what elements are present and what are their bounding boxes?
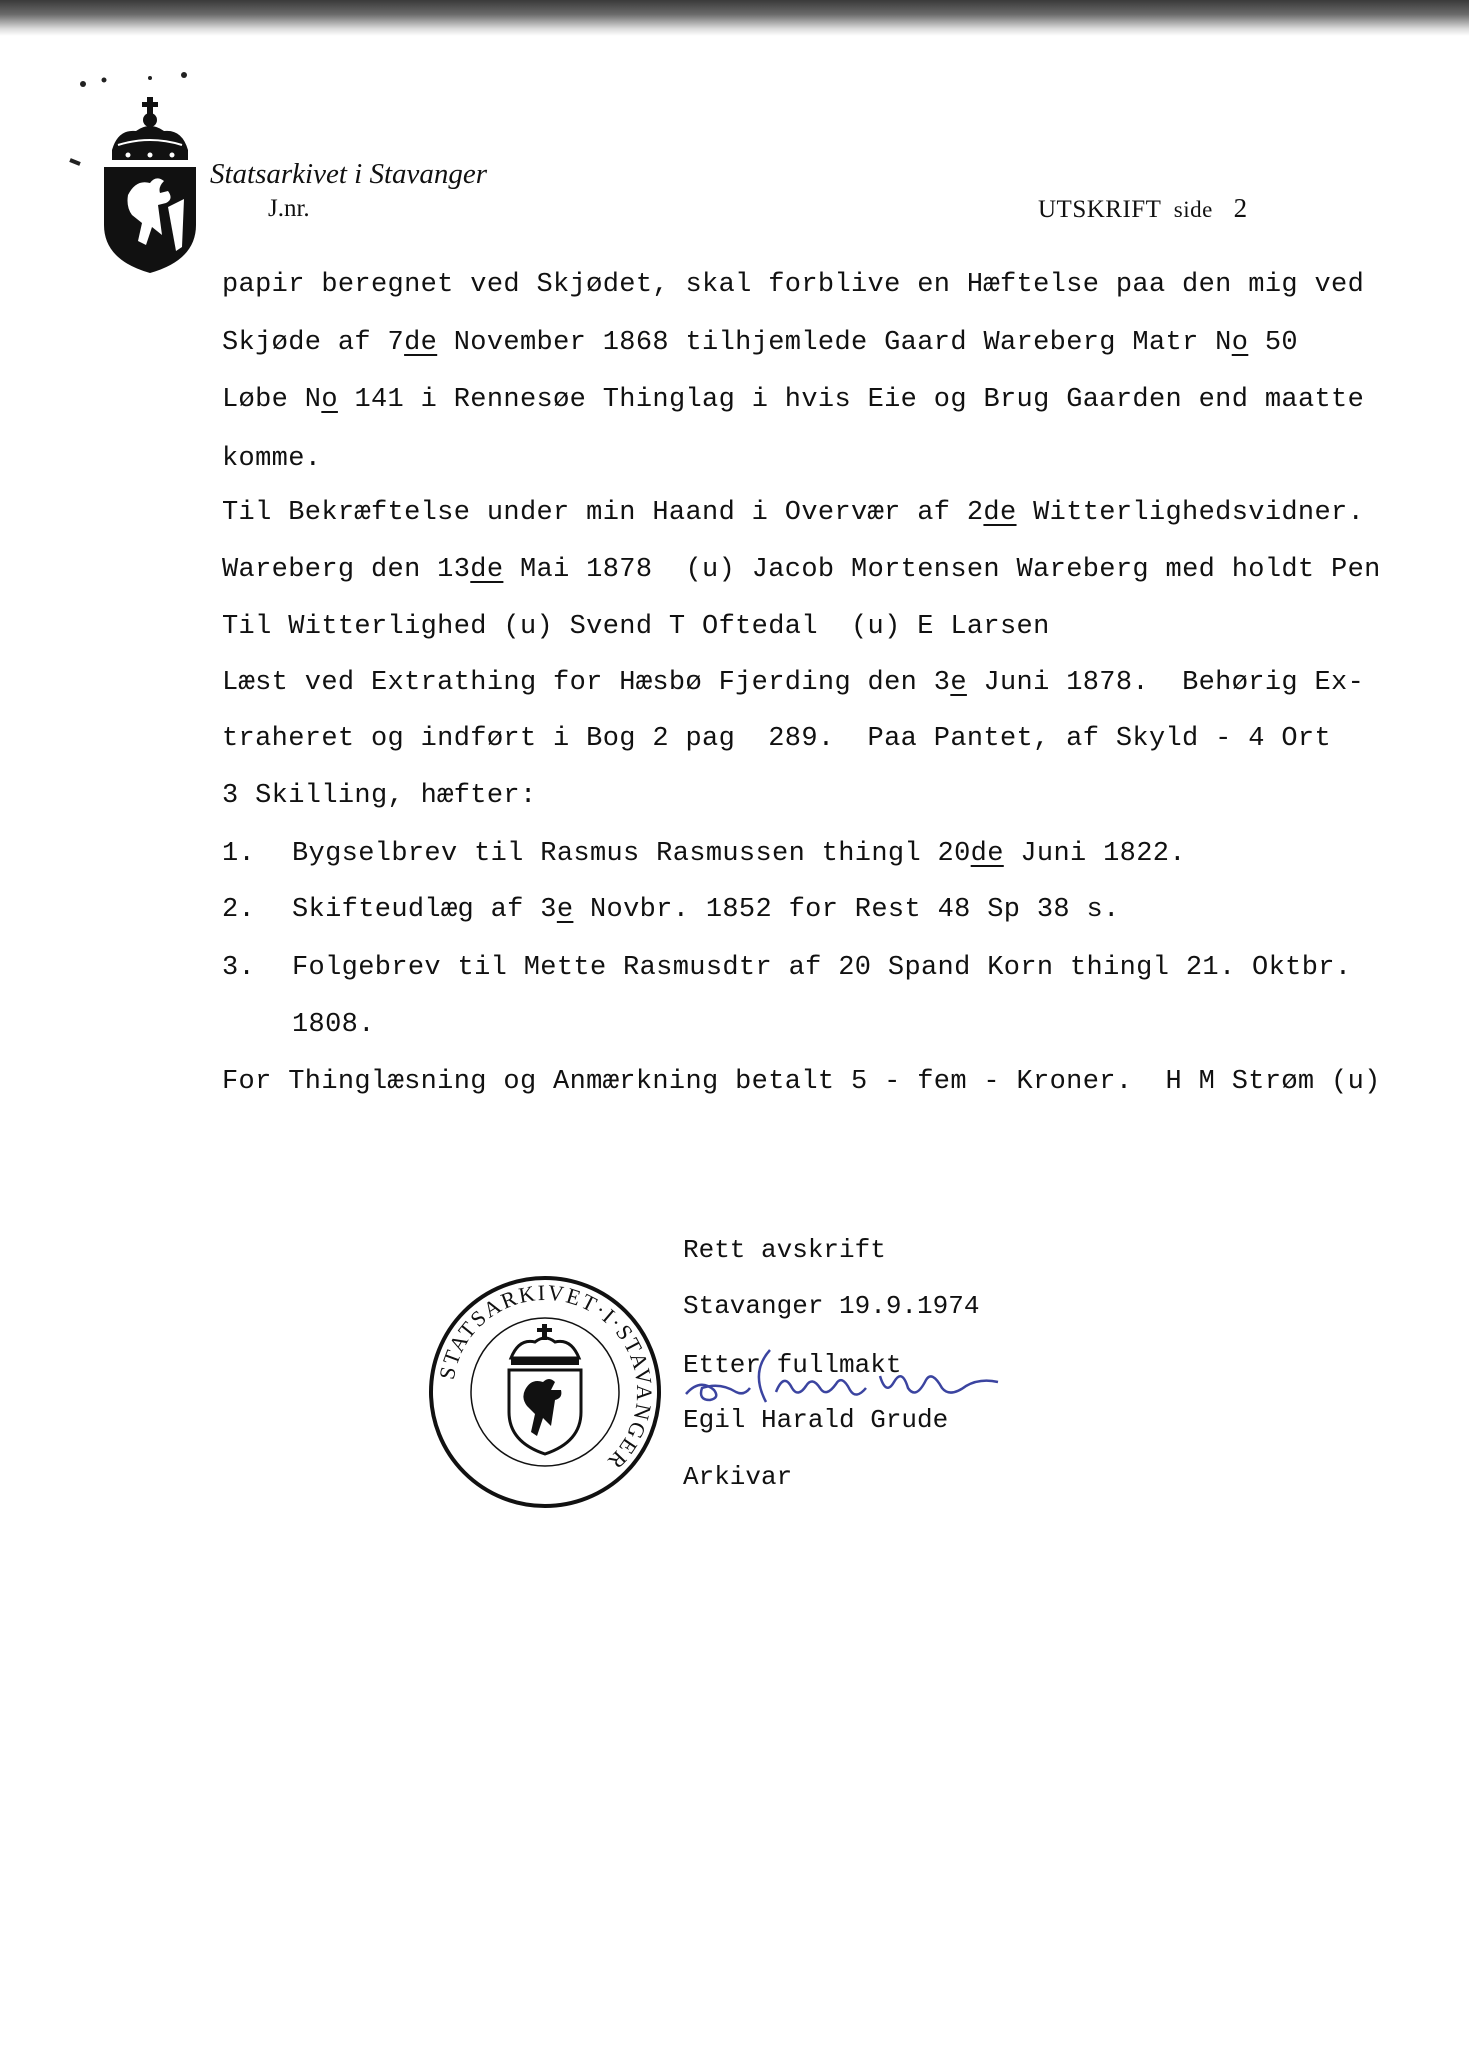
encumbrance-item: 3. Folgebrev til Mette Rasmusdtr af 20 Spand Korn thingl 21. Oktbr. — [222, 953, 1352, 983]
copy-page-header — [1038, 193, 1248, 224]
body-line: komme. — [222, 444, 322, 474]
archive-seal-stamp — [425, 1272, 665, 1512]
scan-top-border — [0, 0, 1469, 36]
body-line: Læst ved Extrathing for Hæsbø Fjerding den 3e Juni 1878. Behørig Ex- — [222, 668, 1365, 698]
body-line: Wareberg den 13de Mai 1878 (u) Jacob Mortensen Wareberg med holdt Pen — [222, 555, 1381, 585]
item-number: 3. — [222, 953, 256, 983]
body-line: Til Bekræftelse under min Haand i Overvær af 2de Witterlighedsvidner. — [222, 498, 1365, 528]
copy-label: UTSKRIFT — [1038, 196, 1162, 223]
body-line: Til Witterlighed (u) Svend T Oftedal (u) E Larsen — [222, 612, 1050, 642]
certifier-role: Arkivar — [683, 1462, 793, 1492]
encumbrance-item: 1. Bygselbrev til Rasmus Rasmussen thingl 20de Juni 1822. — [222, 839, 1186, 869]
body-line: Skjøde af 7de November 1868 tilhjemlede Gaard Wareberg Matr No 50 — [222, 328, 1298, 358]
side-label: side — [1173, 197, 1213, 222]
closing-line: For Thinglæsning og Anmærkning betalt 5 - fem - Kroner. H M Strøm (u) — [222, 1067, 1381, 1097]
journal-number-label: J.nr. — [268, 195, 310, 222]
certification-place-date: Stavanger 19.9.1974 — [683, 1291, 980, 1321]
body-line: traheret og indført i Bog 2 pag 289. Paa Pantet, af Skyld - 4 Ort — [222, 724, 1332, 754]
certification-title: Rett avskrift — [683, 1235, 886, 1265]
item-continuation: 1808. — [292, 1010, 375, 1040]
encumbrance-item: 2. Skifteudlæg af 3e Novbr. 1852 for Rest 48 Sp 38 s. — [222, 895, 1120, 925]
item-number: 1. — [222, 839, 256, 869]
handwritten-signature — [680, 1342, 1000, 1412]
certifier-name: Egil Harald Grude — [683, 1405, 949, 1435]
institution-name: Statsarkivet i Stavanger — [210, 158, 488, 190]
seal-text: STATSARKIVET·I·STAVANGER — [433, 1279, 658, 1476]
item-number: 2. — [222, 895, 256, 925]
body-line: papir beregnet ved Skjødet, skal forblive en Hæftelse paa den mig ved — [222, 270, 1365, 300]
body-line: Løbe No 141 i Rennesøe Thinglag i hvis Eie og Brug Gaarden end maatte — [222, 385, 1365, 415]
coat-of-arms-logo — [98, 95, 203, 275]
page-number: 2 — [1233, 193, 1248, 223]
body-line: 3 Skilling, hæfter: — [222, 781, 537, 811]
certification-authority: Etter fullmakt — [683, 1350, 902, 1380]
